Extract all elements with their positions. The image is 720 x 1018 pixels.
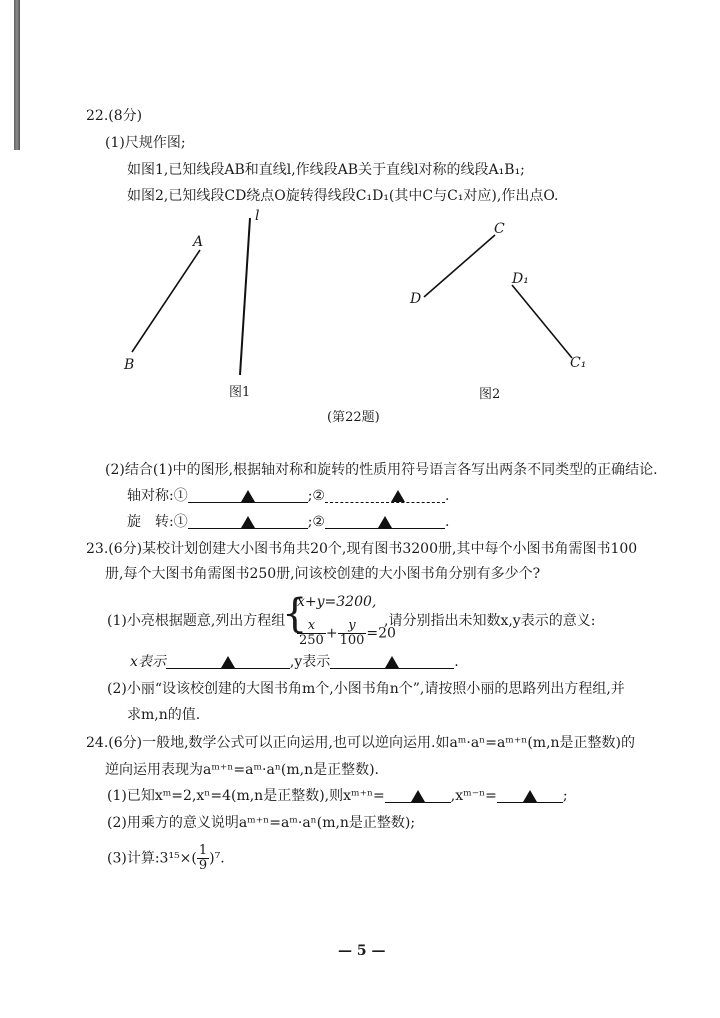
segment-CD: [424, 235, 495, 297]
point-D-label: D: [410, 291, 422, 307]
symmetry-blank-2[interactable]: [325, 488, 445, 503]
end-period: .: [454, 654, 459, 670]
triangle-icon: [241, 516, 255, 528]
system-brace: {: [282, 591, 308, 637]
triangle-icon: [385, 656, 399, 668]
q24-part3: [107, 844, 225, 873]
symmetry-blank-1[interactable]: [188, 488, 308, 503]
figure-caption: (第22题): [327, 410, 380, 425]
line-l: [240, 218, 250, 375]
q22-part1-line2: 如图2,已知线段CD绕点O旋转得线段C₁D₁(其中C与C₁对应),作出点O.: [127, 188, 559, 204]
figure-2-caption: 图2: [479, 387, 501, 402]
q22-part1-label: (1)尺规作图;: [105, 135, 186, 151]
equation-2: [297, 619, 396, 648]
triangle-icon: [241, 490, 255, 502]
point-A-label: A: [193, 234, 204, 250]
fraction-x-250: $\frac{x}{250}$: [299, 618, 324, 648]
fraction-one-ninth: $\frac{1}{9}$: [198, 843, 208, 873]
plus-sign: +: [325, 625, 338, 642]
point-C-label: C: [494, 221, 505, 237]
point-C1-label: C₁: [570, 355, 587, 371]
rotation-sep: ;②: [307, 514, 325, 530]
y-meaning-blank[interactable]: [330, 654, 454, 669]
q24-line1: 24.(6分)一般地,数学公式可以正向运用,也可以逆向运用.如aᵐ·aⁿ=aᵐ⁺ⁿ(m,n是正整数)的: [86, 735, 636, 751]
symmetry-sep: ;②: [307, 488, 325, 504]
q22-part1-line1: 如图1,已知线段AB和直线l,作线段AB关于直线l对称的线段A₁B₁;: [127, 162, 525, 178]
rotation-blank-2[interactable]: [325, 514, 445, 529]
end-period: .: [445, 514, 450, 530]
q22-symmetry-row: [127, 487, 449, 505]
segment-AB: [132, 250, 200, 352]
q24-part1-prefix: (1)已知xᵐ=2,xⁿ=4(m,n是正整数),则xᵐ⁺ⁿ=: [107, 788, 385, 804]
q23-part2-line1: (2)小丽“设该校创建的大图书角m个,小图书角n个”,请按照小丽的思路列出方程组,并: [107, 681, 625, 697]
equation-rhs: =20: [366, 625, 396, 642]
q24-part2: (2)用乘方的意义说明aᵐ⁺ⁿ=aᵐ·aⁿ(m,n是正整数);: [107, 815, 416, 831]
q22-header: 22.(8分): [86, 108, 143, 124]
point-B-label: B: [124, 357, 135, 373]
segment-C1D1: [512, 285, 572, 358]
q23-line1: 23.(6分)某校计划创建大小图书角共20个,现有图书3200册,其中每个小图书角需图书100: [86, 541, 638, 557]
figure-1-caption: 图1: [229, 385, 251, 400]
q23-part2-line2: 求m,n的值.: [127, 707, 201, 723]
q24-part3-suffix: )⁷.: [209, 850, 225, 867]
x-meaning-blank[interactable]: [166, 654, 290, 669]
end-period: .: [445, 488, 450, 504]
q24-line2: 逆向运用表现为aᵐ⁺ⁿ=aᵐ·aⁿ(m,n是正整数).: [105, 762, 380, 778]
q22-part2: (2)结合(1)中的图形,根据轴对称和旋转的性质用符号语言各写出两条不同类型的正确结论.: [105, 462, 658, 478]
triangle-icon: [411, 790, 425, 802]
q22-rotation-row: [127, 513, 449, 531]
x-m-minus-n-blank[interactable]: [497, 788, 563, 803]
rotation-blank-1[interactable]: [188, 514, 308, 529]
y-meaning-label: ,y表示: [289, 654, 331, 670]
figure-1: [132, 218, 250, 375]
triangle-icon: [221, 656, 235, 668]
triangle-icon: [378, 516, 392, 528]
q24-part3-prefix: (3)计算:3¹⁵×(: [107, 850, 197, 867]
point-D1-label: D₁: [512, 271, 529, 287]
q23-part1-suffix: ,请分别指出未知数x,y表示的意义:: [384, 613, 596, 629]
equation-1: x+y=3200,: [297, 594, 377, 610]
triangle-icon: [523, 790, 537, 802]
rotation-label: 旋 转:①: [127, 514, 188, 530]
line-l-label: l: [255, 208, 260, 224]
figure-2: [424, 235, 572, 358]
symmetry-label: 轴对称:①: [127, 488, 188, 504]
page-number: — 5 —: [338, 943, 386, 959]
x-m-plus-n-blank[interactable]: [385, 788, 451, 803]
q23-line2: 册,每个大图书角需图书250册,问该校创建的大小图书角分别有多少个?: [105, 566, 541, 582]
q24-part1: [107, 787, 568, 805]
q23-xy-row: [130, 653, 459, 671]
q23-part1-prefix: (1)小亮根据题意,列出方程组: [107, 613, 286, 629]
q24-part1-mid: ,xᵐ⁻ⁿ=: [450, 788, 497, 804]
triangle-icon: [391, 490, 405, 502]
x-meaning-label: x表示: [130, 654, 166, 670]
fraction-y-100: $\frac{y}{100}$: [339, 618, 365, 648]
q24-part1-end: ;: [562, 788, 568, 804]
